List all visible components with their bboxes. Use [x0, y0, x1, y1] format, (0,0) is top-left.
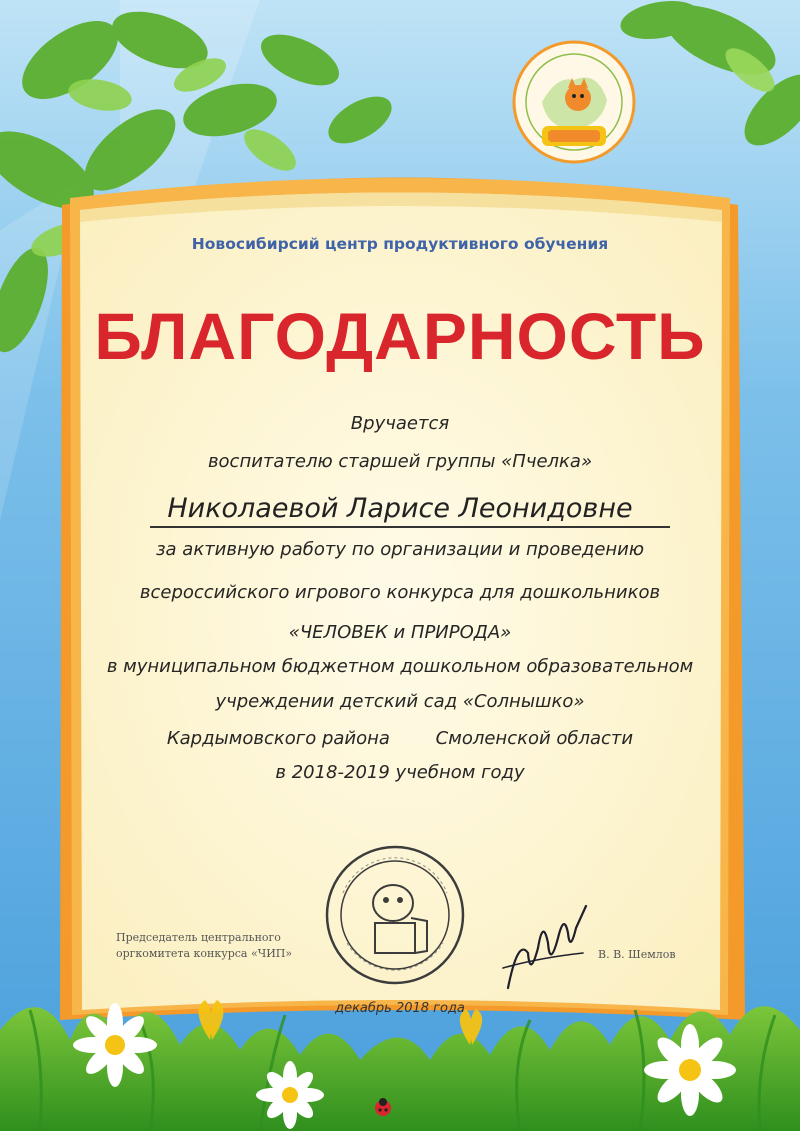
chairman-title-line-2: оргкомитета конкурса «ЧИП» [116, 947, 293, 960]
reason-line-1: за активную работу по организации и проведению [155, 539, 645, 560]
chairman-title [116, 930, 292, 962]
recipient-role: воспитателю старшей группы «Пчелка» [207, 451, 593, 472]
contest-name: «ЧЕЛОВЕК и ПРИРОДА» [288, 622, 512, 643]
awarded-text: Вручается [350, 413, 450, 434]
academic-year: в 2018-2019 учебном году [275, 762, 525, 783]
recipient-underline [150, 526, 670, 528]
district-region: Кардымовского района Смоленской области [166, 728, 634, 749]
signer-name: В. В. Шемлов [598, 948, 676, 961]
issue-date: декабрь 2018 года [335, 1001, 465, 1016]
signature [498, 898, 590, 993]
institution-line-2: учреждении детский сад «Солнышко» [215, 691, 585, 712]
institution-line-1: в муниципальном бюджетном дошкольном образовательном [106, 656, 694, 677]
contest-logo [512, 40, 637, 165]
certificate-title: БЛАГОДАРНОСТЬ [94, 299, 706, 373]
official-stamp [323, 843, 467, 987]
recipient-name: Николаевой Ларисе Леонидовне [167, 493, 633, 524]
chairman-title-line-1: Председатель центрального [116, 931, 281, 944]
reason-line-2: всероссийского игрового конкурса для дошкольников [139, 582, 661, 603]
organization-name: Новосибирсий центр продуктивного обучения [191, 235, 609, 253]
